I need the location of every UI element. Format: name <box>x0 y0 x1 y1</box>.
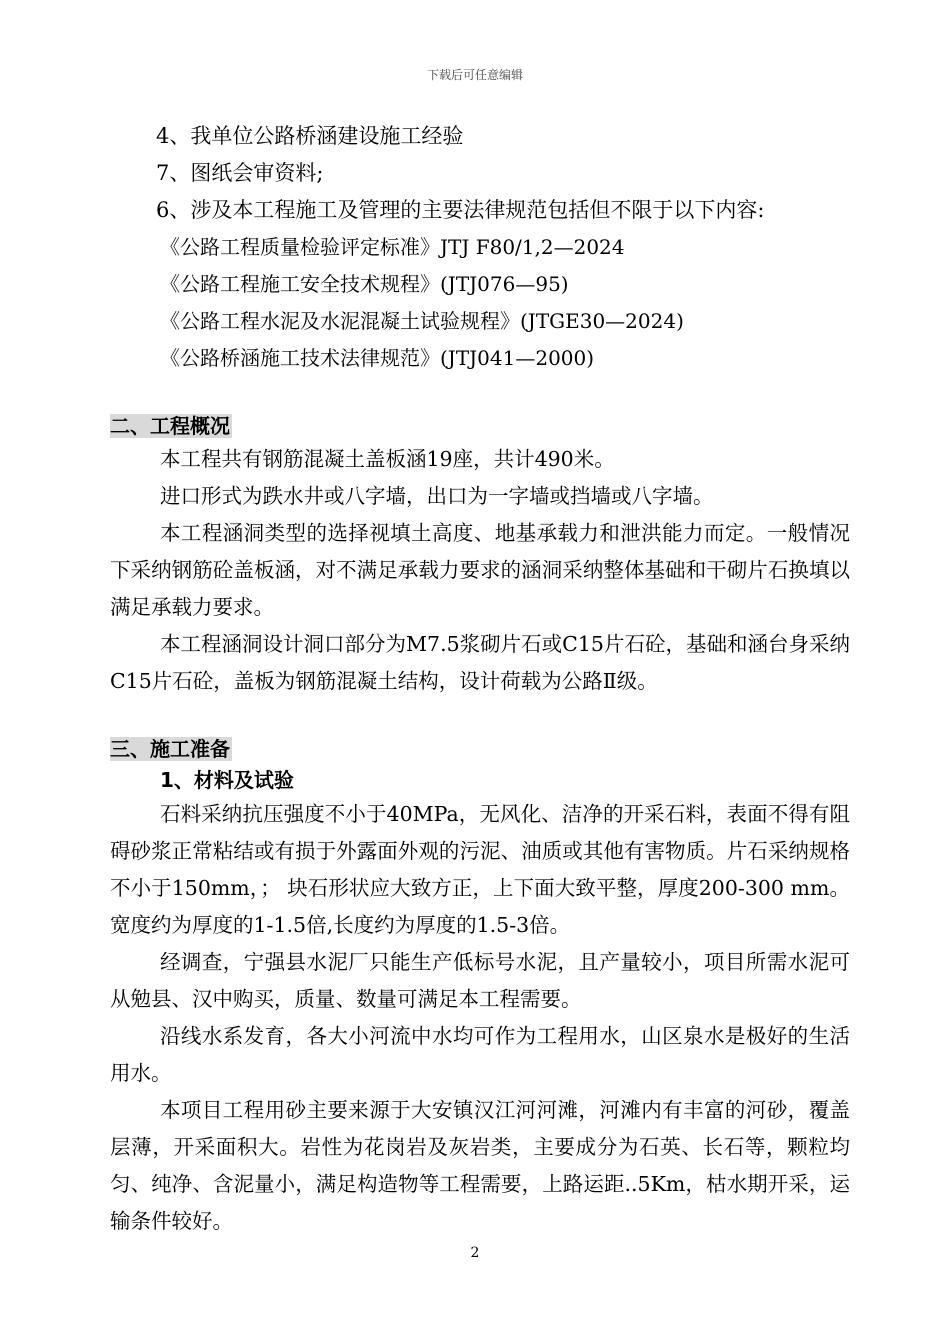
paragraph: 本工程涵洞类型的选择视填土高度、地基承载力和泄洪能力而定。一般情况下采纳钢筋砼盖板涵，对不满足承载力要求的涵洞采纳整体基础和干砌片石换填以满足承载力要求。 <box>110 521 850 619</box>
regulation-item: 《公路桥涵施工技术法律规范》(JTJ041—2000) <box>160 346 595 370</box>
paragraph: 石料采纳抗压强度不小于40MPa，无风化、洁净的开采石料，表面不得有阻碍砂浆正常粘结或有损于外露面外观的污泥、油质或其他有害物质。片石采纳规格不小于150mm，； 块石形状应大致方正，上下面大致平整，厚度200-300 mm。宽度约为厚度的1-1.5倍,长度约为厚度的1.5-3倍。 <box>110 802 850 937</box>
paragraph: 本项目工程用砂主要来源于大安镇汉江河河滩，河滩内有丰富的河砂，覆盖层薄，开采面积大。岩性为花岗岩及灰岩类，主要成分为石英、长石等，颗粒均匀、纯净、含泥量小，满足构造物等工程需要，上路运距..5Km，枯水期开采，运输条件较好。 <box>110 1098 850 1233</box>
page-number: 2 <box>470 1245 480 1261</box>
regulation-item: 《公路工程水泥及水泥混凝土试验规程》(JTGE30—2024) <box>160 309 684 333</box>
paragraph: 沿线水系发育，各大小河流中水均可作为工程用水，山区泉水是极好的生活用水。 <box>110 1024 850 1085</box>
regulation-item: 《公路工程质量检验评定标准》JTJ F80/1,2—2024 <box>160 235 625 259</box>
reference-item: 7、图纸会审资料; <box>156 161 324 185</box>
paragraph: 本工程涵洞设计洞口部分为M7.5浆砌片石或C15片石砼，基础和涵台身采纳C15片石砼，盖板为钢筋混凝土结构，设计荷载为公路Ⅱ级。 <box>110 632 850 693</box>
reference-item: 6、涉及本工程施工及管理的主要法律规范包括但不限于以下内容: <box>156 198 765 222</box>
section-heading-preparation: 三、施工准备 <box>110 737 230 761</box>
subsection-heading-materials: 1、材料及试验 <box>160 768 294 792</box>
regulation-item: 《公路工程施工安全技术规程》(JTJ076—95) <box>160 272 569 296</box>
page-header: 下载后可任意编辑 <box>426 68 523 82</box>
paragraph: 本工程共有钢筋混凝土盖板涵19座，共计490米。 <box>160 447 615 471</box>
document-body <box>110 118 850 1240</box>
paragraph: 经调查，宁强县水泥厂只能生产低标号水泥，且产量较小，项目所需水泥可从勉县、汉中购买，质量、数量可满足本工程需要。 <box>110 950 850 1011</box>
paragraph: 进口形式为跌水井或八字墙，出口为一字墙或挡墙或八字墙。 <box>160 484 714 508</box>
section-heading-overview: 二、工程概况 <box>110 414 230 438</box>
reference-item: 4、我单位公路桥涵建设施工经验 <box>156 124 464 148</box>
